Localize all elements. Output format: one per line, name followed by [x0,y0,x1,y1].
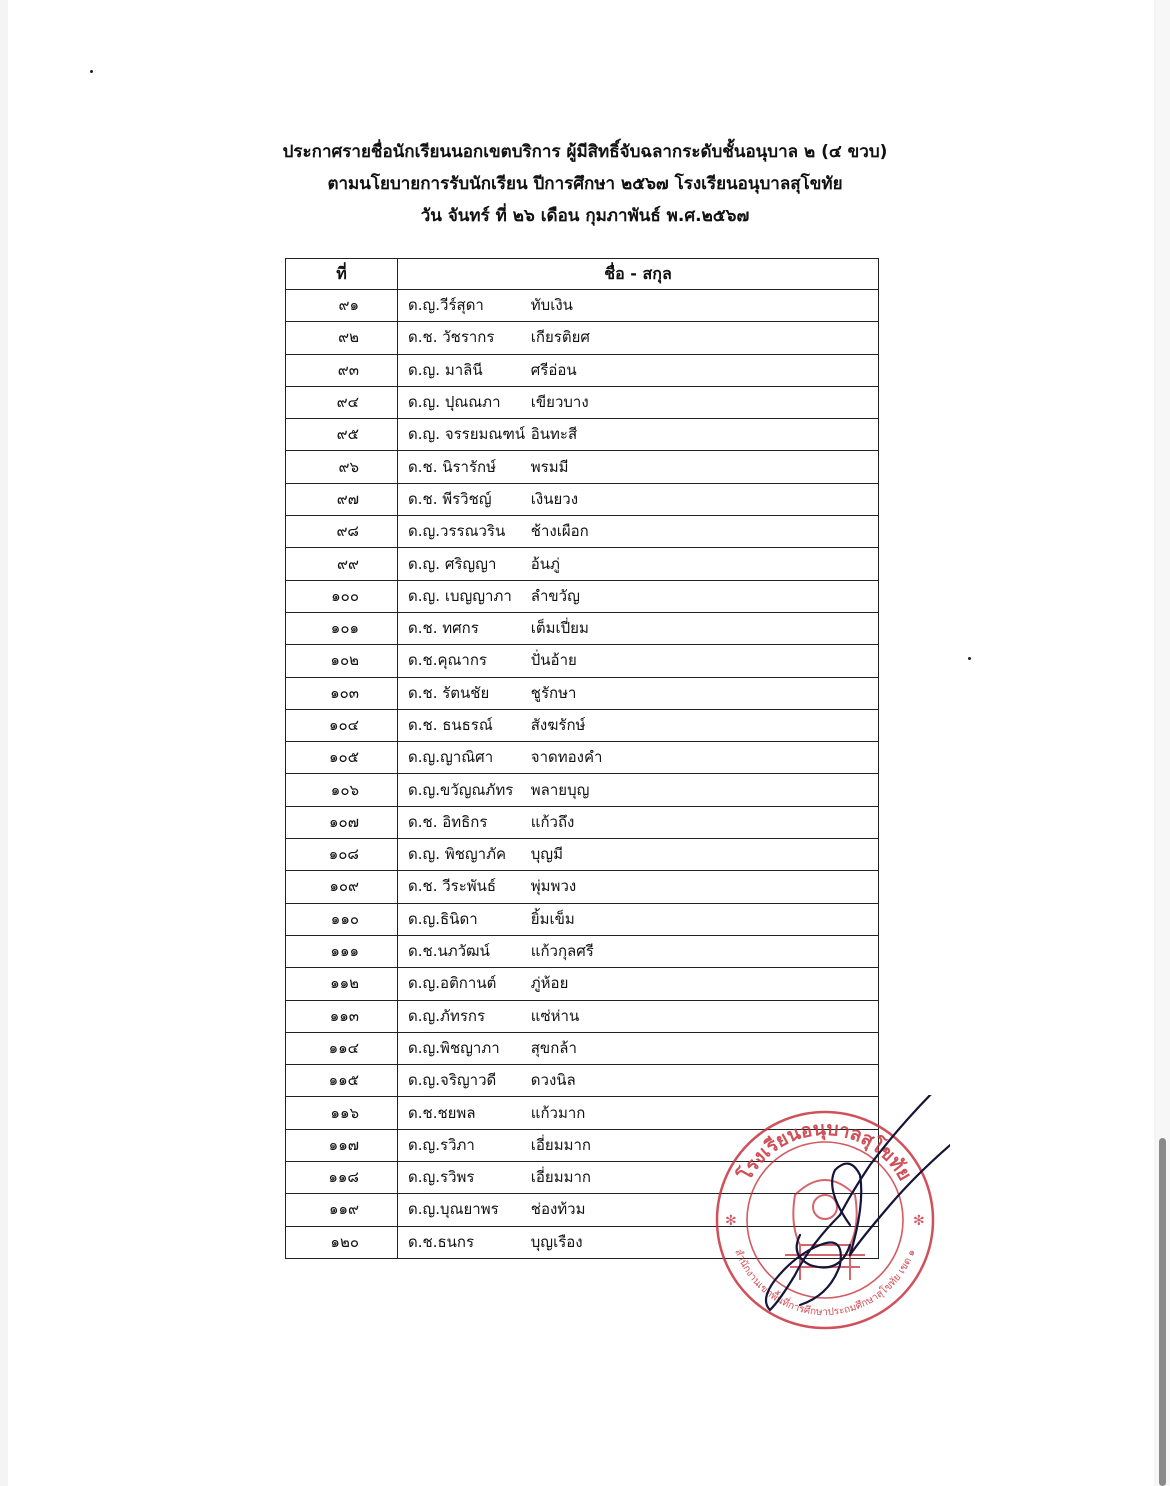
student-surname: อินทะสี [530,425,578,444]
row-number: ๑๑๖ [286,1097,398,1129]
table-row [286,742,879,774]
student-name-cell [398,677,879,709]
student-surname: บุญเรือง [530,1232,583,1251]
student-first-name: ด.ญ. ปุณณภา [408,393,501,412]
student-surname: แก้วกุลศรี [530,942,594,961]
student-first-name: ด.ญ.วีร์สุดา [408,296,484,315]
row-number: ๙๙ [286,548,398,580]
scan-speck [90,70,93,73]
student-surname: สังฆรักษ์ [530,716,586,734]
student-surname: พลายบุญ [530,780,590,799]
student-first-name: ด.ญ.ญาณิศา [408,748,494,767]
table-row [286,419,879,451]
student-first-name: ด.ญ.พิชญาภา [408,1038,500,1057]
table-row [286,871,879,903]
student-name-cell [398,645,879,677]
student-name-cell [398,709,879,741]
student-name-cell [398,483,879,515]
student-name-cell [398,968,879,1000]
school-seal-stamp [700,1095,950,1345]
student-name-cell [398,903,879,935]
title-line-2: ตามนโยบายการรับนักเรียน ปีการศึกษา ๒๕๖๗ โรงเรียนอนุบาลสุโขทัย [327,174,843,194]
scan-speck [968,657,971,660]
student-first-name: ด.ญ. เบญญาภา [408,586,512,605]
table-row [286,580,879,612]
student-name-cell [398,871,879,903]
student-surname: บุญมี [530,845,563,864]
student-surname: ช้างเผือก [530,522,589,541]
student-first-name: ด.ญ.บุณยาพร [408,1200,499,1219]
student-surname: ชูรักษา [530,683,577,702]
row-number: ๑๐๘ [286,839,398,871]
table-row [286,645,879,677]
student-first-name: ด.ช.ธนกร [408,1232,475,1251]
student-name-cell [398,612,879,644]
row-number: ๑๑๔ [286,1032,398,1064]
row-number: ๑๐๔ [286,709,398,741]
student-name-cell [398,839,879,871]
row-number: ๙๕ [286,419,398,451]
table-row [286,839,879,871]
row-number: ๑๐๖ [286,774,398,806]
student-surname: เต็มเปี่ยม [530,619,589,638]
student-first-name: ด.ญ.รวิพร [408,1168,475,1187]
table-header-row [286,259,879,290]
student-name-cell [398,322,879,354]
stamp-top-text: โรงเรียนอนุบาลสุโขทัย [734,1117,916,1185]
student-first-name: ด.ช. อิทธิกร [408,812,488,831]
student-surname: แก้วถึง [530,812,575,831]
row-number: ๑๐๑ [286,612,398,644]
student-first-name: ด.ช. ธนธรณ์ [408,716,493,734]
row-number: ๑๑๕ [286,1065,398,1097]
row-number: ๑๑๓ [286,1000,398,1032]
student-first-name: ด.ช. รัตนชัย [408,683,490,702]
student-name-cell [398,580,879,612]
table-row [286,386,879,418]
student-name-cell [398,935,879,967]
student-name-cell [398,774,879,806]
table-row [286,612,879,644]
student-name-cell [398,354,879,386]
student-name-cell [398,548,879,580]
svg-text:✻: ✻ [913,1213,925,1229]
title-line-3: วัน จันทร์ ที่ ๒๖ เดือน กุมภาพันธ์ พ.ศ.๒๕๖๗ [420,206,750,226]
table-row [286,451,879,483]
row-number: ๙๒ [286,322,398,354]
student-surname: พรมมี [530,457,569,476]
table-row [286,516,879,548]
header-number: ที่ [286,259,398,290]
row-number: ๙๔ [286,386,398,418]
row-number: ๑๑๙ [286,1194,398,1226]
table-row [286,322,879,354]
row-number: ๑๐๙ [286,871,398,903]
student-first-name: ด.ญ. จรรยมณฑน์ [408,425,526,444]
student-first-name: ด.ญ.ธินิดา [408,909,478,928]
student-name-cell [398,1065,879,1097]
student-first-name: ด.ญ.อติกานต์ [408,974,497,993]
student-surname: สุขกล้า [530,1038,577,1057]
student-surname: เขียวบาง [530,393,589,412]
student-name-cell [398,290,879,322]
student-name-cell [398,806,879,838]
student-first-name: ด.ช. ทศกร [408,619,479,638]
student-surname: ยิ้มเข็ม [530,909,575,928]
student-first-name: ด.ญ.วรรณวริน [408,522,506,541]
student-surname: แก้วมาก [530,1103,586,1122]
student-surname: ภู่ห้อย [530,974,569,993]
student-name-cell [398,1032,879,1064]
table-row [286,1065,879,1097]
student-first-name: ด.ญ.ขวัญณภัทร [408,780,514,799]
title-line-1: ประกาศรายชื่อนักเรียนนอกเขตบริการ ผู้มีสิทธิ์จับฉลากระดับชั้นอนุบาล ๒ (๔ ขวบ) [282,142,888,162]
student-surname: ปั่นอ้าย [530,651,577,670]
table-row [286,903,879,935]
row-number: ๑๐๕ [286,742,398,774]
table-row [286,483,879,515]
table-row [286,677,879,709]
student-name-cell [398,516,879,548]
student-surname: ช่องท้วม [530,1200,586,1219]
student-surname: ศรีอ่อน [530,360,577,379]
row-number: ๑๒๐ [286,1226,398,1258]
svg-text:✻: ✻ [725,1213,737,1229]
table-row [286,290,879,322]
table-row [286,1032,879,1064]
student-first-name: ด.ญ. พิชญาภัค [408,845,507,864]
student-surname: แซ่ห่าน [530,1006,580,1025]
row-number: ๑๑๘ [286,1162,398,1194]
row-number: ๑๑๒ [286,968,398,1000]
row-number: ๙๑ [286,290,398,322]
student-first-name: ด.ช. นิรารักษ์ [408,457,496,476]
row-number: ๙๗ [286,483,398,515]
student-first-name: ด.ช. วัชรากร [408,328,495,347]
student-name-cell [398,451,879,483]
student-first-name: ด.ญ.รวิภา [408,1135,475,1154]
stamp-bottom-text: สำนักงานเขตพื้นที่การศึกษาประถมศึกษาสุโขทัย เขต ๑ [732,1247,918,1319]
student-name-cell [398,386,879,418]
header-full-name: ชื่อ - สกุล [398,259,879,290]
table-row [286,354,879,386]
table-row [286,935,879,967]
student-surname: ดวงนิล [530,1071,576,1090]
row-number: ๑๐๐ [286,580,398,612]
student-first-name: ด.ญ. ศริญญา [408,554,497,573]
student-first-name: ด.ช.นภวัฒน์ [408,942,490,961]
table-row [286,774,879,806]
student-first-name: ด.ช. วีระพันธ์ [408,877,497,896]
student-first-name: ด.ญ.ภัทรกร [408,1006,486,1025]
student-first-name: ด.ญ.จริญาวดี [408,1071,497,1090]
row-number: ๑๑๐ [286,903,398,935]
student-surname: ทับเงิน [530,296,573,315]
student-surname: พุ่มพวง [530,877,577,896]
student-surname: เกียรติยศ [530,328,590,347]
row-number: ๑๑๗ [286,1129,398,1161]
row-number: ๙๓ [286,354,398,386]
table-row [286,548,879,580]
student-surname: ลำขวัญ [530,586,580,605]
student-first-name: ด.ญ. มาลินี [408,360,483,379]
student-surname: อ้นภู่ [530,554,560,573]
row-number: ๙๖ [286,451,398,483]
row-number: ๑๐๒ [286,645,398,677]
row-number: ๙๘ [286,516,398,548]
scrollbar-thumb[interactable] [1159,1138,1166,1486]
student-first-name: ด.ช.ชยพล [408,1103,476,1122]
table-row [286,806,879,838]
student-surname: จาดทองคำ [530,748,603,767]
table-row [286,709,879,741]
student-first-name: ด.ช.คุณากร [408,651,487,670]
student-first-name: ด.ช. พีรวิชญ์ [408,489,492,508]
student-name-cell [398,419,879,451]
student-name-cell [398,1000,879,1032]
student-surname: เอี่ยมมาก [530,1135,591,1154]
student-surname: เอี่ยมมาก [530,1168,591,1187]
student-surname: เงินยวง [530,489,579,508]
row-number: ๑๐๗ [286,806,398,838]
row-number: ๑๑๑ [286,935,398,967]
table-row [286,968,879,1000]
row-number: ๑๐๓ [286,677,398,709]
student-name-cell [398,742,879,774]
table-row [286,1000,879,1032]
